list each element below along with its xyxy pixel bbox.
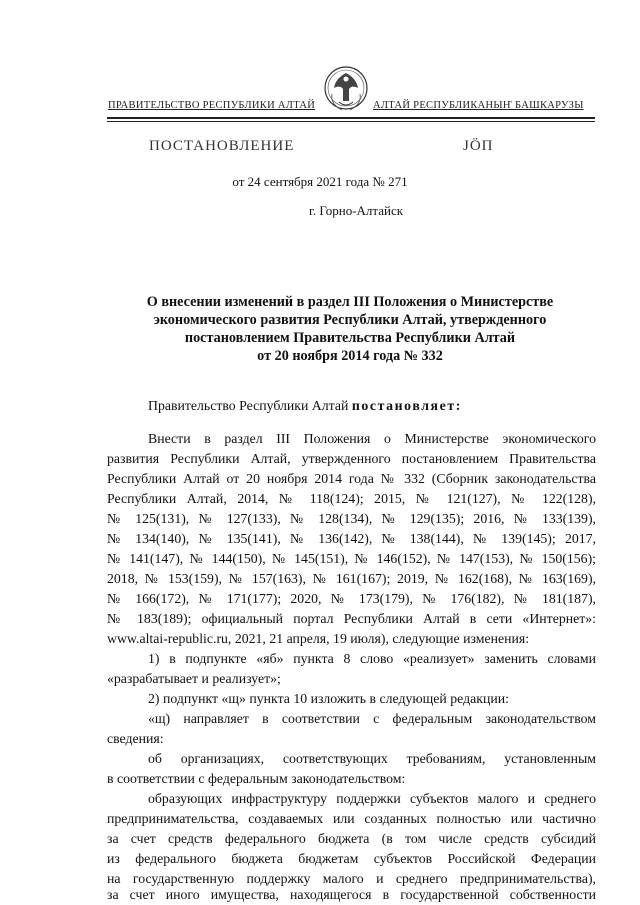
body-line: сведения:	[107, 731, 164, 746]
body-line: № 134(140), № 135(141), № 136(142), № 138(144), № 139(145); 2017,	[107, 531, 596, 546]
doc-type-ru: ПОСТАНОВЛЕНИЕ	[149, 138, 295, 154]
body-line: Республики Алтай, 2014, № 118(124); 2015, № 121(127), № 122(128),	[107, 491, 596, 506]
document-city: г. Горно-Алтайск	[309, 203, 404, 218]
body-line: предпринимательства, создаваемых или созданных полностью или частично	[107, 811, 596, 826]
title-line: экономического развития Республики Алтай, утвержденного	[153, 312, 547, 328]
title-line: постановлением Правительства Республики Алтай	[184, 330, 516, 346]
decree-word: постановляет:	[351, 398, 462, 413]
coat-of-arms-icon	[322, 64, 370, 116]
doc-type-alt: ЈӦП	[463, 138, 494, 154]
body-line: развития Республики Алтай, утвержденного постановлением Правительства	[107, 451, 596, 466]
body-line: 2) подпункт «щ» пункта 10 изложить в следующей редакции:	[148, 691, 509, 706]
body-line: «щ) направляет в соответствии с федеральным законодательством	[148, 711, 596, 726]
header-divider-thin	[107, 121, 595, 122]
preamble	[148, 398, 462, 414]
header-org-name-alt: АЛТАЙ РЕСПУБЛИКАНЫҤ БАШКАРУЗЫ	[373, 100, 584, 111]
body-line: www.altai-republic.ru, 2021, 21 апреля, 19 июля), следующие изменения:	[107, 631, 530, 646]
body-line: об организациях, соответствующих требованиям, установленным	[148, 751, 596, 766]
body-line: образующих инфраструктуру поддержки субъектов малого и среднего	[148, 791, 596, 806]
body-line: Республики Алтай от 20 ноября 2014 года № 332 (Сборник законодательства	[107, 471, 596, 486]
title-line: О внесении изменений в раздел III Положения о Министерстве	[146, 294, 554, 310]
document-date-number: от 24 сентября 2021 года № 271	[232, 174, 408, 189]
document-title	[100, 293, 600, 365]
title-line: от 20 ноября 2014 года № 332	[257, 348, 443, 364]
body-line: «разрабатывает и реализует»;	[107, 671, 281, 686]
body-line: из федерального бюджета бюджетам субъектов Российской Федерации	[107, 851, 596, 866]
body-line: № 125(131), № 127(133), № 128(134), № 129(135); 2016, № 133(139),	[107, 511, 596, 526]
body-line: за счет средств федерального бюджета (в том числе средств субсидий	[107, 831, 596, 846]
body-line: № 183(189); официальный портал Республики Алтай в сети «Интернет»:	[107, 611, 596, 626]
body-line: в соответствии с федеральным законодательством:	[107, 771, 406, 786]
body-line: 1) в подпункте «яб» пункта 8 слово «реализует» заменить словами	[148, 651, 596, 666]
header-divider	[107, 117, 595, 119]
body-line: на государственную поддержку малого и среднего предпринимательства),	[107, 871, 596, 886]
body-line: № 141(147), № 144(150), № 145(151), № 146(152), № 147(153), № 150(156);	[107, 551, 596, 566]
header-org-name-ru: ПРАВИТЕЛЬСТВО РЕСПУБЛИКИ АЛТАЙ	[108, 100, 316, 111]
body-line: за счет иного имущества, находящегося в государственной собственности	[107, 887, 596, 902]
body-line: Внести в раздел III Положения о Министерстве экономического	[148, 431, 596, 446]
body-line: № 166(172), № 171(177); 2020, № 173(179), № 176(182), № 181(187),	[107, 591, 596, 606]
preamble-text: Правительство Республики Алтай	[148, 398, 352, 413]
body-line: 2018, № 153(159), № 157(163), № 161(167); 2019, № 162(168), № 163(169),	[107, 571, 596, 586]
